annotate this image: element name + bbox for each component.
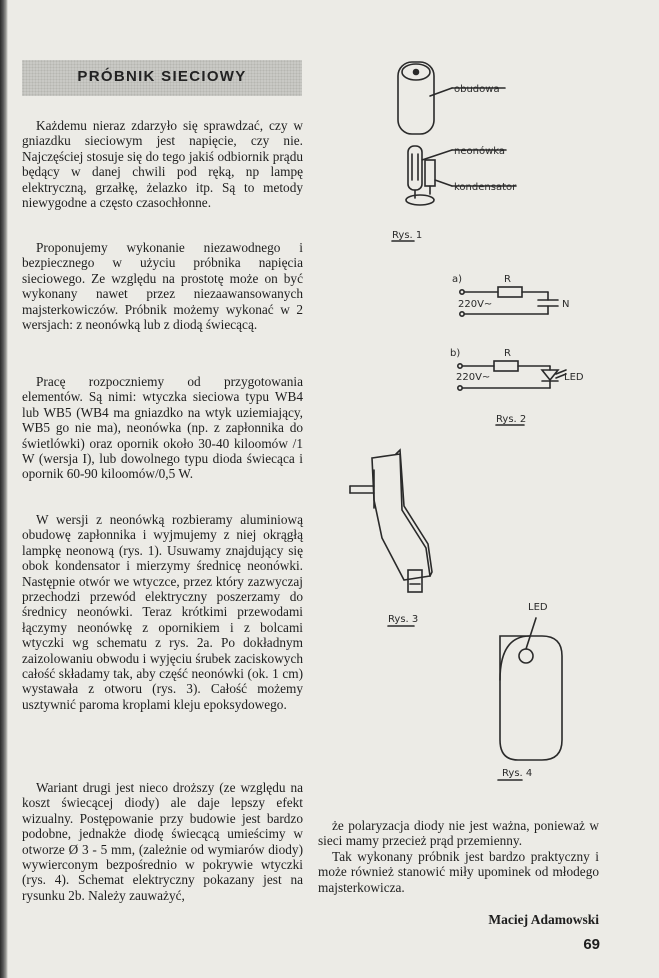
plug-face-drawing xyxy=(500,618,562,760)
paragraph-3: Pracę rozpoczniemy od przygotowania elementów. Są nimi: wtyczka sieciowa typu WB4 lub WB5 (WB4 ma gniazdko na wtyk uziemiający, WB5 go nie ma), neonówka (np. z zapłonnika do świetlówki) oraz opornik około 30-40 kiloomów /1 W (wersja I), lub dowolnego typu dioda świecąca i opornik 60-90 kiloomów/0,5 W. xyxy=(22,374,303,482)
paragraph-2: Proponujemy wykonanie niezawodnego i bezpiecznego w użyciu próbnika napięcia sieciowego. Ze względu na prostotę może on być wykonany nawet przez niezaawansowanych majsterkowiczów. Próbnik możemy wykonać w 2 wersjach: z neonówką lub z diodą świecącą. xyxy=(22,240,303,333)
label-220v-a: 220V~ xyxy=(458,299,493,310)
paragraph-6: że polaryzacja diody nie jest ważna, ponieważ w sieci mamy przecież prąd przemienny. xyxy=(318,818,599,849)
label-kondensator: kondensator xyxy=(454,182,517,193)
label-led-b: LED xyxy=(564,372,584,383)
label-obudowa: obudowa xyxy=(454,84,500,95)
article-title: PRÓBNIK SIECIOWY xyxy=(77,68,247,85)
starter-can-drawing xyxy=(398,62,434,134)
caption-rys4: Rys. 4 xyxy=(502,768,533,779)
page-binding-edge xyxy=(0,0,8,978)
author-signature: Maciej Adamowski xyxy=(488,912,599,927)
caption-rys3: Rys. 3 xyxy=(388,614,419,625)
paragraph-7: Tak wykonany próbnik jest bardzo praktyczny i może również stanowić miły upominek od młodego majsterkowicza. xyxy=(318,849,599,895)
label-n: N xyxy=(562,299,570,310)
label-led-rys4: LED xyxy=(528,602,548,613)
page-number: 69 xyxy=(583,936,600,953)
label-neonowka: neonówka xyxy=(454,146,505,157)
label-r-b: R xyxy=(504,348,511,359)
paragraph-5: Wariant drugi jest nieco droższy (ze względu na koszt świecącej diody) ale daje lepszy efekt wizualny. Postępowanie przy budowie jest bardzo podobne, jednakże diodę świecącą umieścimy w otworze Ø 3 - 5 mm, (zależnie od wymiarów diody) wywierconym bezpośrednio w pokrywie wtyczki (rys. 4). Schemat elektryczny pokazany jest na rysunku 2b. Należy zauważyć, xyxy=(22,780,303,903)
label-220v-b: 220V~ xyxy=(456,372,491,383)
paragraph-1: Każdemu nieraz zdarzyło się sprawdzać, czy w gniazdku sieciowym jest napięcie, czy nie. Najczęściej stosuje się do tego jakiś odbiornik prądu będący w danej chwili pod ręką, np lampę elektryczną, grzałkę, żelazko itp. Są to metody niewygodne a często czasochłonne. xyxy=(22,118,303,211)
caption-rys2: Rys. 2 xyxy=(496,414,527,425)
label-r-a: R xyxy=(504,274,511,285)
label-b: b) xyxy=(450,348,461,359)
plug-drawing xyxy=(350,450,432,592)
paragraph-4: W wersji z neonówką rozbieramy aluminiową obudowę zapłonnika i wyjmujemy z niej okrągłą lampkę neonową (rys. 1). Usuwamy znajdujący się obok kondensator i mierzymy średnicę neonówki. Następnie otwór we wtyczce, przez który zazwyczaj przechodzi przewód elektryczny poszerzamy do średnicy neonówki. Teraz krótkimi przewodami łączymy neonówkę z opornikiem i z bolcami wtyczki wg schematu z rys. 2a. Po dokładnym zaizolowaniu obwodu i wyjęciu śrubek zaciskowych całość składamy tak, aby część neonówki (ok. 1 cm) wystawała z otworu (rys. 3). Całość możemy usztywnić paroma kroplami kleju epoksydowego. xyxy=(22,512,303,712)
caption-rys1: Rys. 1 xyxy=(392,230,423,241)
neon-bulb-drawing xyxy=(406,146,435,205)
title-banner xyxy=(22,60,302,96)
figures-svg xyxy=(330,40,620,800)
figures-column xyxy=(330,40,620,805)
label-a: a) xyxy=(452,274,463,285)
